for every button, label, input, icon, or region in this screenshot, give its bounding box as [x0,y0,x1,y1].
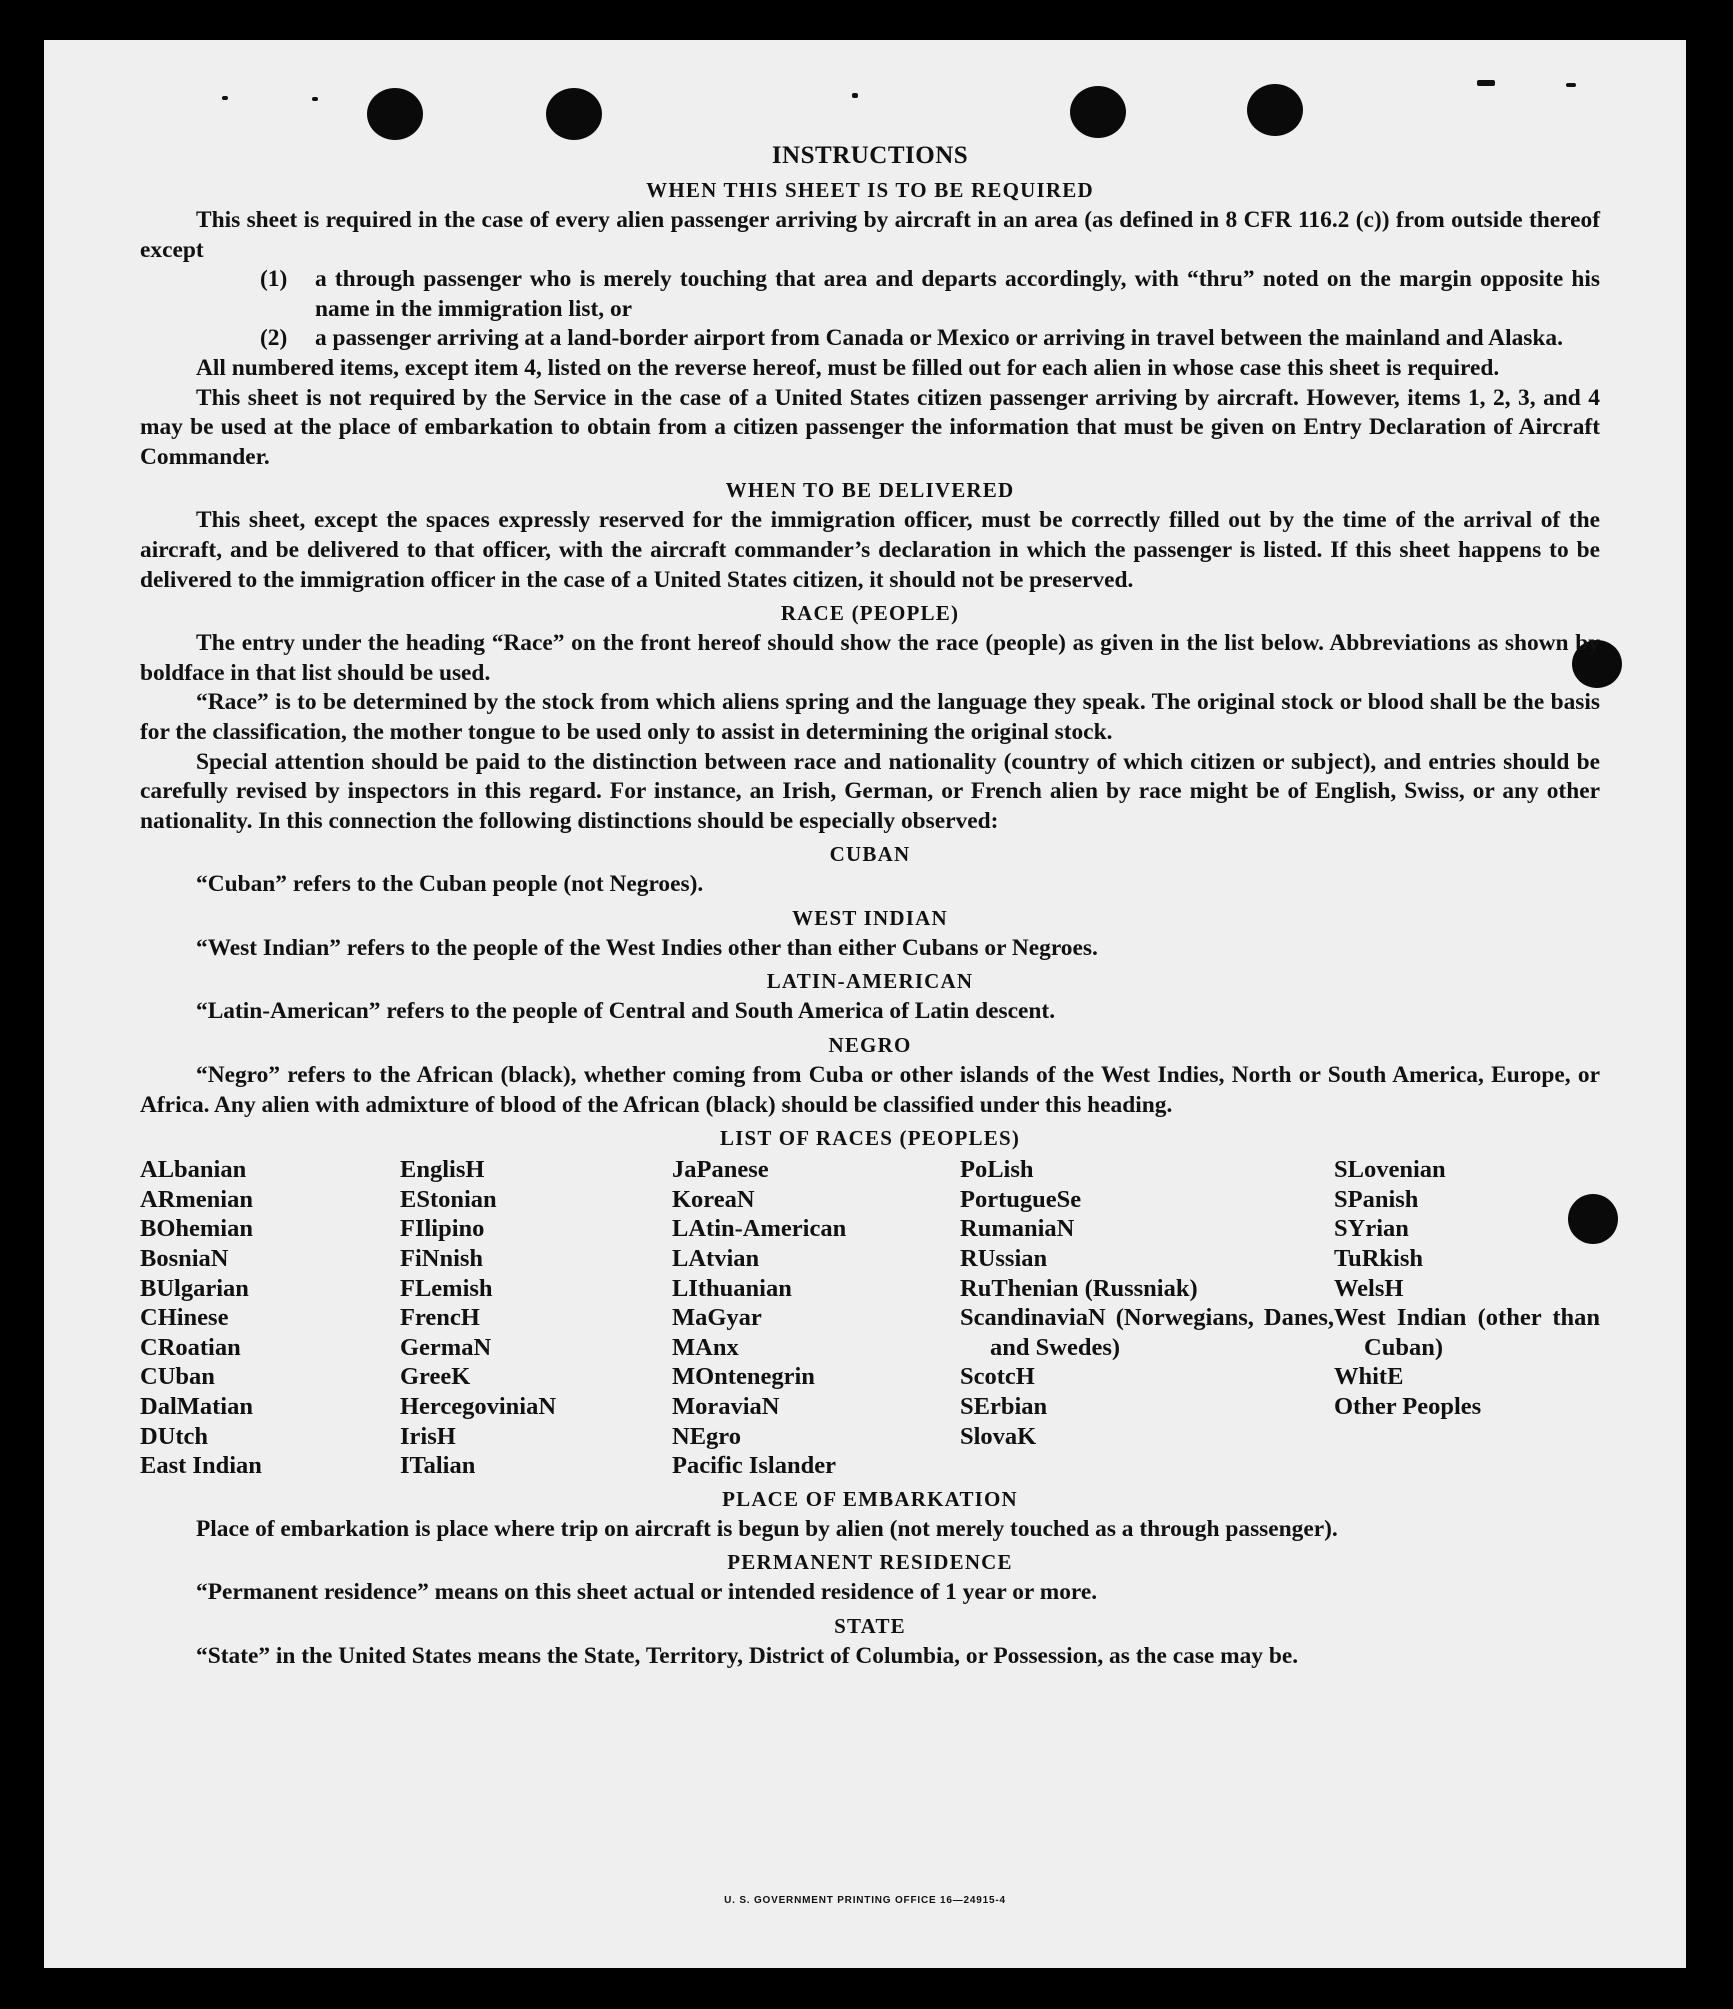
punch-hole [367,88,423,140]
race-entry: WhitE [1334,1363,1404,1391]
race-entry: TuRkish [1334,1245,1424,1273]
race-entry: East Indian [140,1452,262,1480]
page-title: INSTRUCTIONS [771,142,969,169]
race-entry: West Indian (other than Cuban) [1334,1304,1600,1361]
race-entry: SYrian [1334,1215,1409,1243]
punch-hole [546,88,602,140]
section-heading-race: RACE (PEOPLE) [780,601,960,626]
race-entry: MoraviaN [672,1393,780,1420]
definition: Place of embarkation is place where trip on aircraft is begun by alien (not merely touched as a through passenger). [196,1515,1338,1542]
race-entry: RumaniaN [960,1215,1075,1243]
printer-imprint: U. S. GOVERNMENT PRINTING OFFICE 16—24915-4 [724,1895,1006,1906]
race-entry: ALbanian [140,1156,247,1184]
races-column [400,1155,672,1481]
race-entry: LAtvian [672,1245,760,1273]
races-column [140,1155,400,1481]
definition: “State” in the United States means the State, Territory, District of Columbia, or Possession, as the case may be. [196,1642,1299,1669]
document-page [44,40,1686,1968]
definition: “Permanent residence” means on this sheet actual or intended residence of 1 year or more. [196,1579,1098,1606]
paragraph: Special attention should be paid to the distinction between race and nationality (country of which citizen or subject), and entries should be carefully revised by inspectors in this regard. For instance, an Irish, German, or French alien by race might be of English, Swiss, or any other nationality. In this connection the following distinctions should be especially observed: [140,748,1600,834]
section-heading-delivered: WHEN TO BE DELIVERED [725,478,1015,503]
section-heading-state: STATE [834,1613,906,1638]
race-entry: DUtch [140,1422,209,1450]
race-entry: BosniaN [140,1245,229,1273]
speck [312,97,318,101]
item-text: a passenger arriving at a land-border airport from Canada or Mexico or arriving in travel between the mainland and Alaska. [315,325,1563,352]
race-entry: SPanish [1334,1185,1419,1213]
speck [1566,83,1576,87]
race-entry: ITalian [400,1452,476,1480]
paragraph: All numbered items, except item 4, listed on the reverse hereof, must be filled out for each alien in whose case this sheet is required. [196,354,1500,381]
section-heading-embarkation: PLACE OF EMBARKATION [722,1486,1018,1511]
race-entry: FIlipino [400,1215,485,1243]
race-entry: FrencH [400,1304,480,1332]
race-entry: Other Peoples [1334,1393,1482,1420]
section-heading-negro: NEGRO [828,1033,912,1058]
speck [1477,80,1495,86]
race-entry: SLovenian [1334,1156,1446,1184]
race-entry: FiNnish [400,1245,484,1273]
race-entry: NEgro [672,1422,741,1450]
race-entry: SlovaK [960,1422,1037,1450]
race-entry: BUlgarian [140,1274,249,1302]
race-entry: EStonian [400,1185,497,1213]
paragraph: This sheet is required in the case of every alien passenger arriving by aircraft in an area (as defined in 8 CFR 116.2 (c)) from outside thereof except [140,207,1600,263]
races-list [140,1155,1600,1481]
race-entry: GermaN [400,1333,492,1361]
race-entry: PortugueSe [960,1185,1082,1213]
definition: “Negro” refers to the African (black), whether coming from Cuba or other islands of the West Indies, North or South America, Europe, or Africa. Any alien with admixture of blood of the African (black) should be classified under this heading. [140,1062,1600,1118]
race-entry: CHinese [140,1304,229,1332]
race-entry: ScotcH [960,1363,1035,1391]
section-heading-cuban: CUBAN [829,842,911,867]
race-entry: Pacific Islander [672,1452,836,1480]
races-column [1334,1155,1600,1481]
item-number: (2) [260,325,288,352]
section-heading-west-indian: WEST INDIAN [792,905,948,930]
instructions-body [140,140,1600,1672]
punch-hole [1070,86,1126,138]
section-heading-required: WHEN THIS SHEET IS TO BE REQUIRED [646,178,1094,202]
race-entry: HercegoviniaN [400,1393,557,1420]
race-entry: CRoatian [140,1333,241,1361]
definition: “West Indian” refers to the people of the West Indies other than either Cubans or Negroes. [196,934,1098,961]
section-heading-residence: PERMANENT RESIDENCE [727,1550,1013,1575]
race-entry: MAnx [672,1333,739,1361]
race-entry: ARmenian [140,1185,253,1213]
race-entry: CUban [140,1363,215,1391]
speck [222,96,228,100]
race-entry: DalMatian [140,1393,253,1420]
races-column [960,1155,1334,1481]
race-entry: BOhemian [140,1215,253,1243]
race-entry: JaPanese [672,1156,769,1184]
race-entry: PoLish [960,1156,1034,1184]
race-entry: LAtin-American [672,1215,847,1243]
race-entry: EnglisH [400,1156,485,1184]
race-entry: SErbian [960,1393,1048,1420]
race-entry: LIthuanian [672,1274,792,1302]
section-heading-list-of-races: LIST OF RACES (PEOPLES) [719,1126,1021,1151]
race-entry: WelsH [1334,1274,1404,1302]
speck [852,93,858,98]
race-entry: MaGyar [672,1304,762,1332]
race-entry: MOntenegrin [672,1363,815,1391]
race-entry: RUssian [960,1245,1048,1273]
race-entry: RuThenian (Russniak) [960,1274,1198,1302]
definition: “Latin-American” refers to the people of Central and South America of Latin descent. [196,998,1056,1025]
item-text: a through passenger who is merely touching that area and departs accordingly, with “thru” noted on the margin opposite his name in the immigration list, or [315,266,1600,322]
races-column [672,1155,960,1481]
race-entry: KoreaN [672,1185,755,1213]
race-entry: FLemish [400,1274,493,1302]
race-entry: ScandinaviaN (Norwegians, Danes, and Swedes) [960,1304,1334,1361]
punch-hole [1247,84,1303,136]
paragraph: The entry under the heading “Race” on the front hereof should show the race (people) as given in the list below. Abbreviations as shown by boldface in that list should be used. [140,630,1600,686]
list-item [140,265,1600,324]
item-number: (1) [260,266,288,293]
paragraph: “Race” is to be determined by the stock from which aliens spring and the language they speak. The original stock or blood shall be the basis for the classification, the mother tongue to be used only to assist in determining the original stock. [140,689,1600,745]
section-heading-latin-american: LATIN-AMERICAN [766,969,974,994]
race-entry: IrisH [400,1422,456,1450]
list-item [140,324,1600,354]
paragraph: This sheet, except the spaces expressly reserved for the immigration officer, must be correctly filled out by the time of the arrival of the aircraft, and be delivered to that officer, with the aircraft commander’s declaration in which the passenger is listed. If this sheet happens to be delivered to the immigration officer in the case of a United States citizen, it should not be preserved. [140,507,1600,593]
race-entry: GreeK [400,1363,471,1391]
paragraph: This sheet is not required by the Service in the case of a United States citizen passenger arriving by aircraft. However, items 1, 2, 3, and 4 may be used at the place of embarkation to obtain from a citizen passenger the information that must be given on Entry Declaration of Aircraft Commander. [140,384,1600,470]
definition: “Cuban” refers to the Cuban people (not Negroes). [196,871,704,898]
